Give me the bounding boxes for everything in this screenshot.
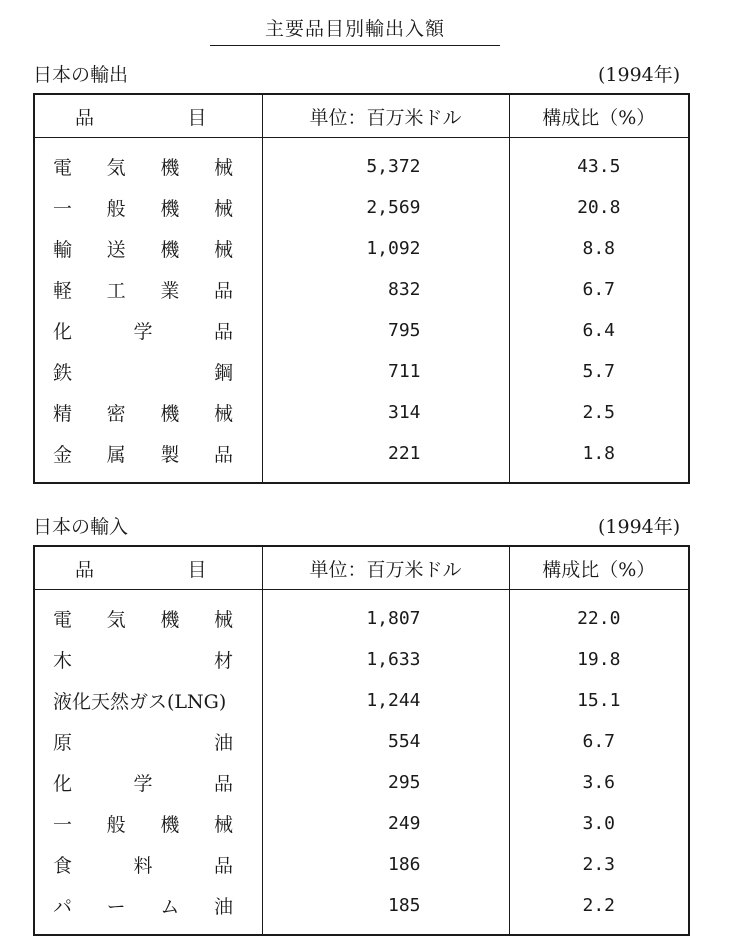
import-ratio-header: 構成比（%） [509, 546, 689, 590]
item-name: パーム油 [53, 896, 233, 918]
export-ratio-header: 構成比（%） [509, 94, 689, 138]
value-cell: 249 [262, 803, 509, 844]
import-unit-header: 単位：百万米ドル [262, 546, 509, 590]
import-table-header [34, 546, 689, 590]
value-cell: 1,807 [262, 590, 509, 640]
item-name: 精密機械 [53, 403, 233, 425]
value-cell: 711 [262, 351, 509, 392]
item-cell [34, 187, 262, 228]
item-header-left: 品 [75, 106, 95, 129]
item-name: 鉄鋼 [53, 362, 233, 384]
export-item-header [34, 94, 262, 138]
table-row [34, 844, 689, 885]
ratio-cell: 3.6 [509, 762, 689, 803]
table-row [34, 762, 689, 803]
ratio-cell: 20.8 [509, 187, 689, 228]
import-table [33, 545, 690, 936]
export-table [33, 93, 690, 484]
item-name: 軽工業品 [53, 280, 233, 302]
item-cell [34, 228, 262, 269]
value-cell: 314 [262, 392, 509, 433]
value-cell: 185 [262, 885, 509, 935]
item-cell [34, 844, 262, 885]
value-cell: 1,244 [262, 680, 509, 721]
table-row [34, 433, 689, 483]
table-row [34, 351, 689, 392]
item-cell [34, 803, 262, 844]
value-cell: 1,633 [262, 639, 509, 680]
import-section-label: 日本の輸入 [33, 516, 129, 538]
item-cell [34, 138, 262, 188]
table-row [34, 590, 689, 640]
ratio-cell: 2.5 [509, 392, 689, 433]
item-cell [34, 351, 262, 392]
item-cell [34, 639, 262, 680]
item-name: 金属製品 [53, 444, 233, 466]
item-name: 木材 [53, 650, 233, 672]
ratio-cell: 5.7 [509, 351, 689, 392]
item-header-right: 目 [187, 106, 207, 129]
item-name: 電気機械 [53, 157, 233, 179]
table-row [34, 680, 689, 721]
item-cell [34, 392, 262, 433]
value-cell: 554 [262, 721, 509, 762]
export-section-label: 日本の輸出 [33, 64, 129, 86]
table-row [34, 228, 689, 269]
ratio-cell: 6.7 [509, 269, 689, 310]
item-cell [34, 433, 262, 483]
table-row [34, 269, 689, 310]
item-cell [34, 590, 262, 640]
ratio-cell: 19.8 [509, 639, 689, 680]
item-name: 化学品 [53, 321, 233, 343]
ratio-cell: 1.8 [509, 433, 689, 483]
item-cell [34, 310, 262, 351]
table-row [34, 138, 689, 188]
item-name: 一般機械 [53, 814, 233, 836]
value-cell: 795 [262, 310, 509, 351]
ratio-cell: 22.0 [509, 590, 689, 640]
item-cell [34, 680, 262, 721]
value-cell: 295 [262, 762, 509, 803]
ratio-cell: 15.1 [509, 680, 689, 721]
item-cell [34, 269, 262, 310]
ratio-cell: 6.7 [509, 721, 689, 762]
item-name: 食料品 [53, 855, 233, 877]
item-cell [34, 885, 262, 935]
table-row [34, 392, 689, 433]
value-cell: 5,372 [262, 138, 509, 188]
item-name: 輸送機械 [53, 239, 233, 261]
item-name: 一般機械 [53, 198, 233, 220]
export-table-header [34, 94, 689, 138]
import-item-header [34, 546, 262, 590]
item-cell [34, 762, 262, 803]
table-row [34, 639, 689, 680]
table-row [34, 885, 689, 935]
value-cell: 221 [262, 433, 509, 483]
value-cell: 186 [262, 844, 509, 885]
item-header-right: 目 [187, 558, 207, 581]
table-row [34, 803, 689, 844]
item-name: 電気機械 [53, 609, 233, 631]
ratio-cell: 43.5 [509, 138, 689, 188]
export-unit-header: 単位：百万米ドル [262, 94, 509, 138]
table-row [34, 721, 689, 762]
export-year-label: (1994年) [598, 64, 681, 86]
value-cell: 2,569 [262, 187, 509, 228]
ratio-cell: 2.2 [509, 885, 689, 935]
item-name: 液化天然ガス(LNG) [53, 691, 227, 713]
import-year-label: (1994年) [598, 516, 681, 538]
ratio-cell: 8.8 [509, 228, 689, 269]
table-row [34, 310, 689, 351]
value-cell: 1,092 [262, 228, 509, 269]
page-title: 主要品目別輸出入額 [210, 14, 500, 46]
ratio-cell: 6.4 [509, 310, 689, 351]
item-name: 化学品 [53, 773, 233, 795]
value-cell: 832 [262, 269, 509, 310]
ratio-cell: 3.0 [509, 803, 689, 844]
ratio-cell: 2.3 [509, 844, 689, 885]
item-header-left: 品 [75, 558, 95, 581]
item-cell [34, 721, 262, 762]
table-row [34, 187, 689, 228]
item-name: 原油 [53, 732, 233, 754]
